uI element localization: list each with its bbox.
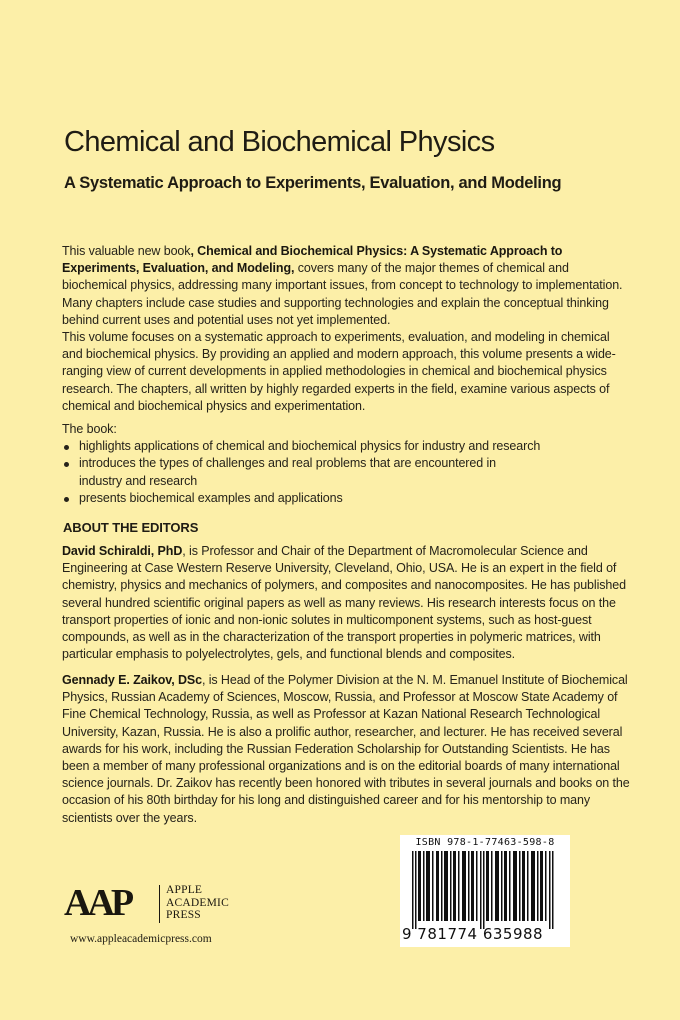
- para1-rest: covers many of the major themes of chemical and biochemical physics, addressing many important issues, from concept to technology to implementation. Many chapters include case studies and supporting technologies and explain the conceptual thinking behind current uses and potential uses not yet implemented.: [62, 261, 623, 327]
- isbn-barcode: [400, 835, 570, 947]
- publisher-logo: [64, 883, 264, 933]
- para1-bold-title: , Chemical and Biochemical Physics: A Systematic Approach to Experiments, Evaluation, and Modeling,: [62, 244, 563, 276]
- bullet-icon: [64, 462, 69, 467]
- bullet-icon: [64, 445, 69, 450]
- highlights-list: [62, 438, 632, 507]
- book-title: Chemical and Biochemical Physics: [64, 126, 495, 158]
- highlight-item: presents biochemical examples and applications: [62, 490, 632, 507]
- aap-logo-icon: AAP: [64, 882, 131, 924]
- editor-bio-schiraldi: [62, 543, 632, 663]
- barcode-digits: 9 781774 635988: [402, 925, 544, 943]
- book-intro-label: The book:: [62, 422, 117, 436]
- description-paragraph-2: [62, 329, 632, 415]
- highlight-item: highlights applications of chemical and biochemical physics for industry and research: [62, 438, 632, 455]
- description-paragraph-1: [62, 243, 632, 329]
- publisher-url: www.appleacademicpress.com: [70, 933, 212, 945]
- isbn-label: ISBN 978-1-77463-598-8: [415, 837, 555, 848]
- publisher-name: APPLE ACADEMIC PRESS: [166, 884, 229, 921]
- editor-bio-zaikov: [62, 672, 632, 827]
- editor-bio: , is Professor and Chair of the Department of Macromolecular Science and Engineering at Case Western Reserve University, Cleveland, Ohio, USA. He is an expert in the field of chemistry, physics and mechanics of polymers, and composites and nanocomposites. He has published several hundred scientific original papers as well as many reviews. His research interests focus on the transport properties of ionic and non-ionic solutes in multicomponent systems, such as host-guest compounds, as well as in the characterization of the transport properties in polymeric matrices, with particular emphasis to polyelectrolytes, gels, and functional blends and composites.: [62, 544, 626, 662]
- bullet-icon: [64, 497, 69, 502]
- para1-lead: This valuable new book: [62, 244, 191, 258]
- editor-name: David Schiraldi, PhD: [62, 544, 183, 558]
- highlight-item: introduces the types of challenges and real problems that are encountered in industry and research: [62, 455, 499, 489]
- editors-heading: ABOUT THE EDITORS: [63, 520, 199, 535]
- editor-bio: , is Head of the Polymer Division at the N. M. Emanuel Institute of Biochemical Physics, Russian Academy of Sciences, Moscow, Russia, and Professor at Moscow State Academy of Fine Chemical Technology, Russia, as well as Professor at Kazan National Research Technological University, Kazan, Russia. He is also a prolific author, researcher, and lecturer. He has received several awards for his work, including the Russian Federation Scholarship for Outstanding Scientists. He has been a member of many professional organizations and is on the editorial boards of many international science journals. Dr. Zaikov has recently been honored with tributes in several journals and books on the occasion of his 80th birthday for his long and distinguished career and for his mentorship to many scientists over the years.: [62, 673, 630, 825]
- logo-divider: [159, 885, 160, 923]
- barcode-bars-icon: [412, 851, 562, 929]
- book-highlights: [62, 421, 632, 507]
- editor-name: Gennady E. Zaikov, DSc: [62, 673, 202, 687]
- book-subtitle: A Systematic Approach to Experiments, Evaluation, and Modeling: [64, 174, 562, 192]
- para2-text: This volume focuses on a systematic approach to experiments, evaluation, and modeling in chemical and biochemical physics. By providing an applied and modern approach, this volume presents a wide-ranging view of current developments in applied methodologies in chemical and biochemical physics research. The chapters, all written by highly regarded experts in the field, examine various aspects of chemical and biochemical physics and experimentation.: [62, 330, 616, 413]
